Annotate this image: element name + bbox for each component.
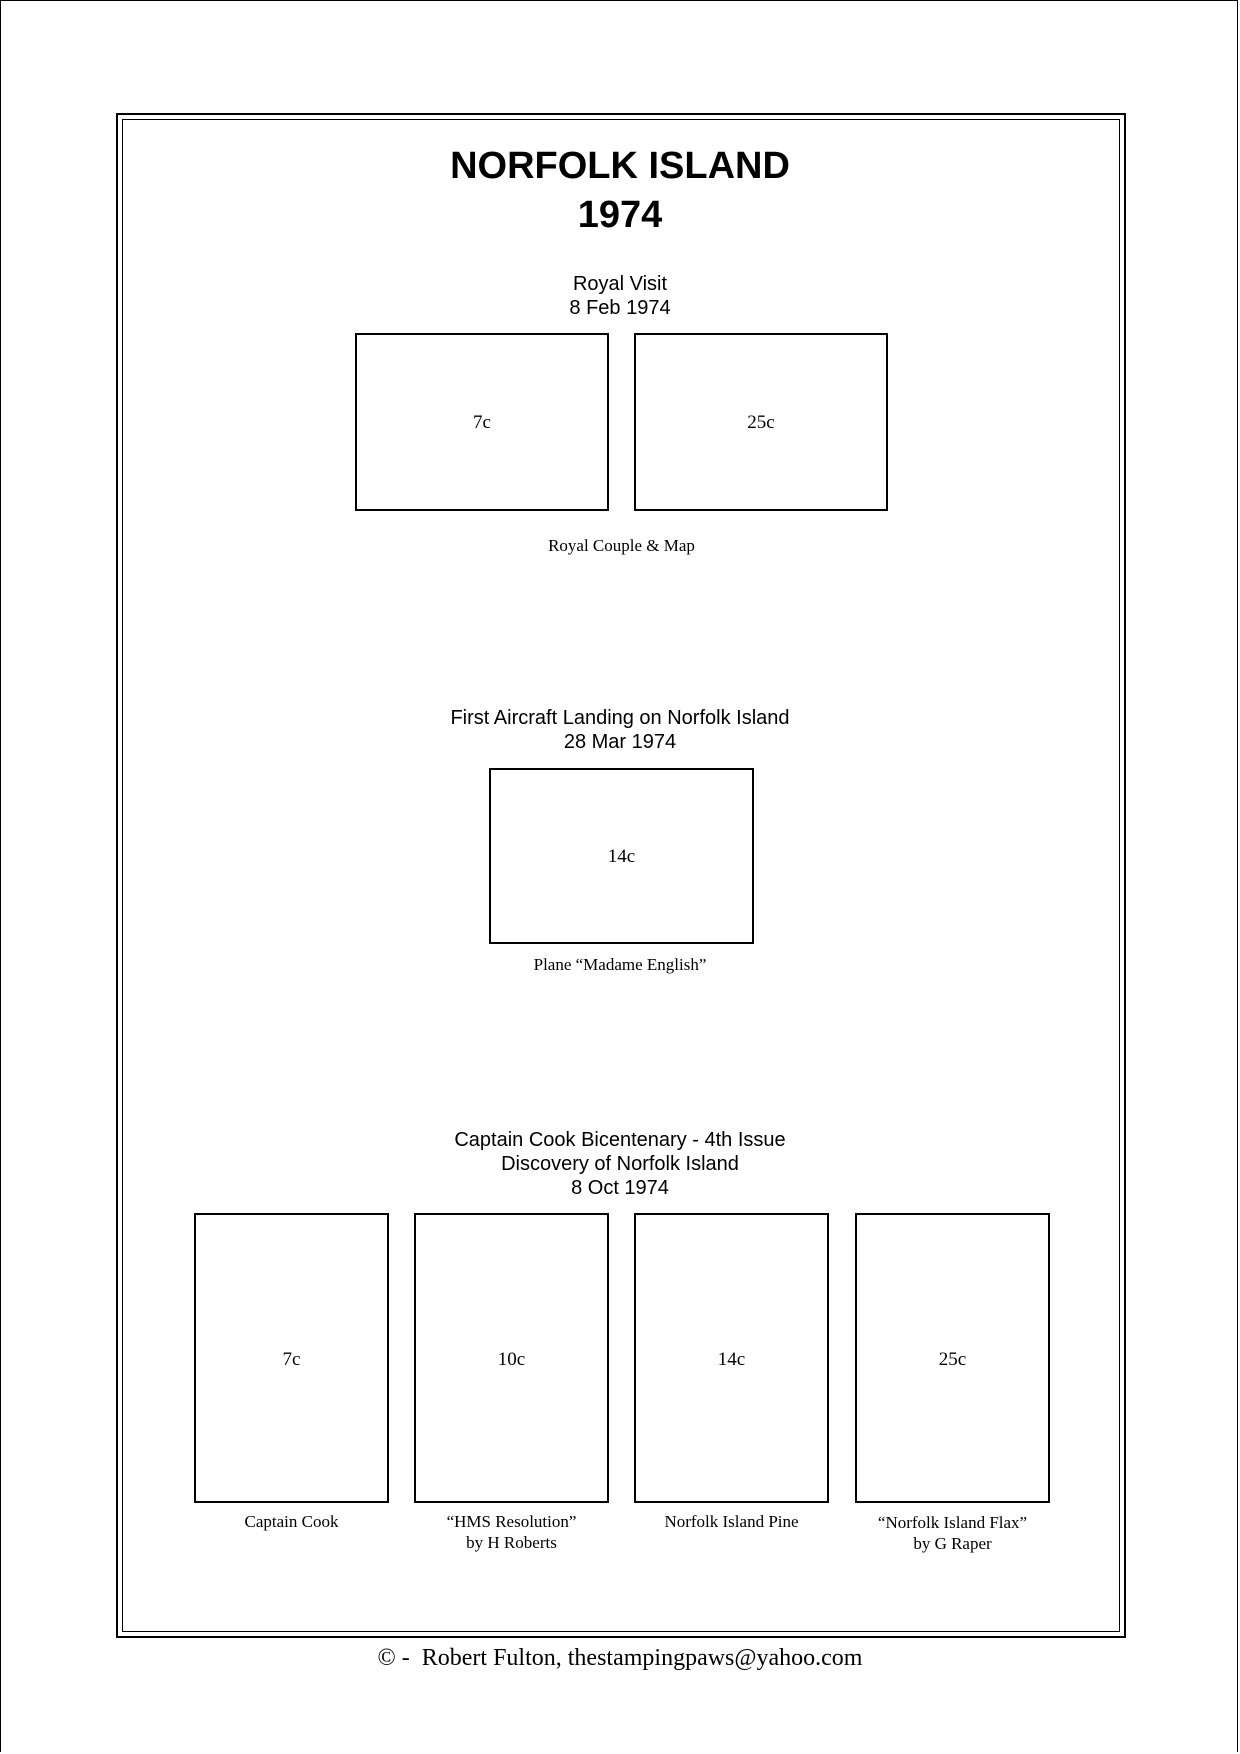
stamp-box-25c: [634, 333, 888, 511]
stamp-caption: “Norfolk Island Flax”: [877, 1513, 1028, 1532]
section-heading: First Aircraft Landing on Norfolk Island: [450, 707, 790, 729]
stamp-value: 14c: [607, 846, 636, 867]
stamp-value: 14c: [717, 1349, 746, 1370]
stamp-box-7c: [194, 1213, 389, 1503]
stamp-value: 7c: [473, 412, 491, 433]
stamp-caption: “HMS Resolution”: [446, 1512, 577, 1531]
section-date: 8 Oct 1974: [571, 1177, 669, 1199]
stamp-caption: Norfolk Island Pine: [664, 1512, 799, 1531]
stamp-box-10c: [414, 1213, 609, 1503]
section-caption: Plane “Madame English”: [533, 955, 707, 974]
stamp-value: 25c: [938, 1349, 967, 1370]
copyright-footer: © - Robert Fulton, thestampingpaws@yahoo.com: [377, 1645, 863, 1671]
stamp-caption-credit: by H Roberts: [466, 1533, 557, 1552]
section-subheading: Discovery of Norfolk Island: [501, 1153, 739, 1175]
stamp-box-7c: [355, 333, 609, 511]
section-heading: Captain Cook Bicentenary - 4th Issue: [454, 1129, 786, 1151]
section-caption: Royal Couple & Map: [548, 536, 695, 555]
stamp-caption: Captain Cook: [244, 1512, 339, 1531]
section-heading: Royal Visit: [572, 273, 668, 295]
stamp-caption-credit: by G Raper: [913, 1534, 992, 1553]
stamp-value: 7c: [282, 1349, 301, 1370]
page-year: 1974: [577, 194, 663, 236]
stamp-box-14c: [489, 768, 754, 944]
stamp-value: 25c: [747, 412, 775, 433]
section-date: 28 Mar 1974: [563, 731, 677, 753]
stamp-value: 10c: [497, 1349, 526, 1370]
section-date: 8 Feb 1974: [569, 297, 671, 319]
stamp-box-25c: [855, 1213, 1050, 1503]
stamp-box-14c: [634, 1213, 829, 1503]
page-title: NORFOLK ISLAND: [450, 145, 790, 187]
